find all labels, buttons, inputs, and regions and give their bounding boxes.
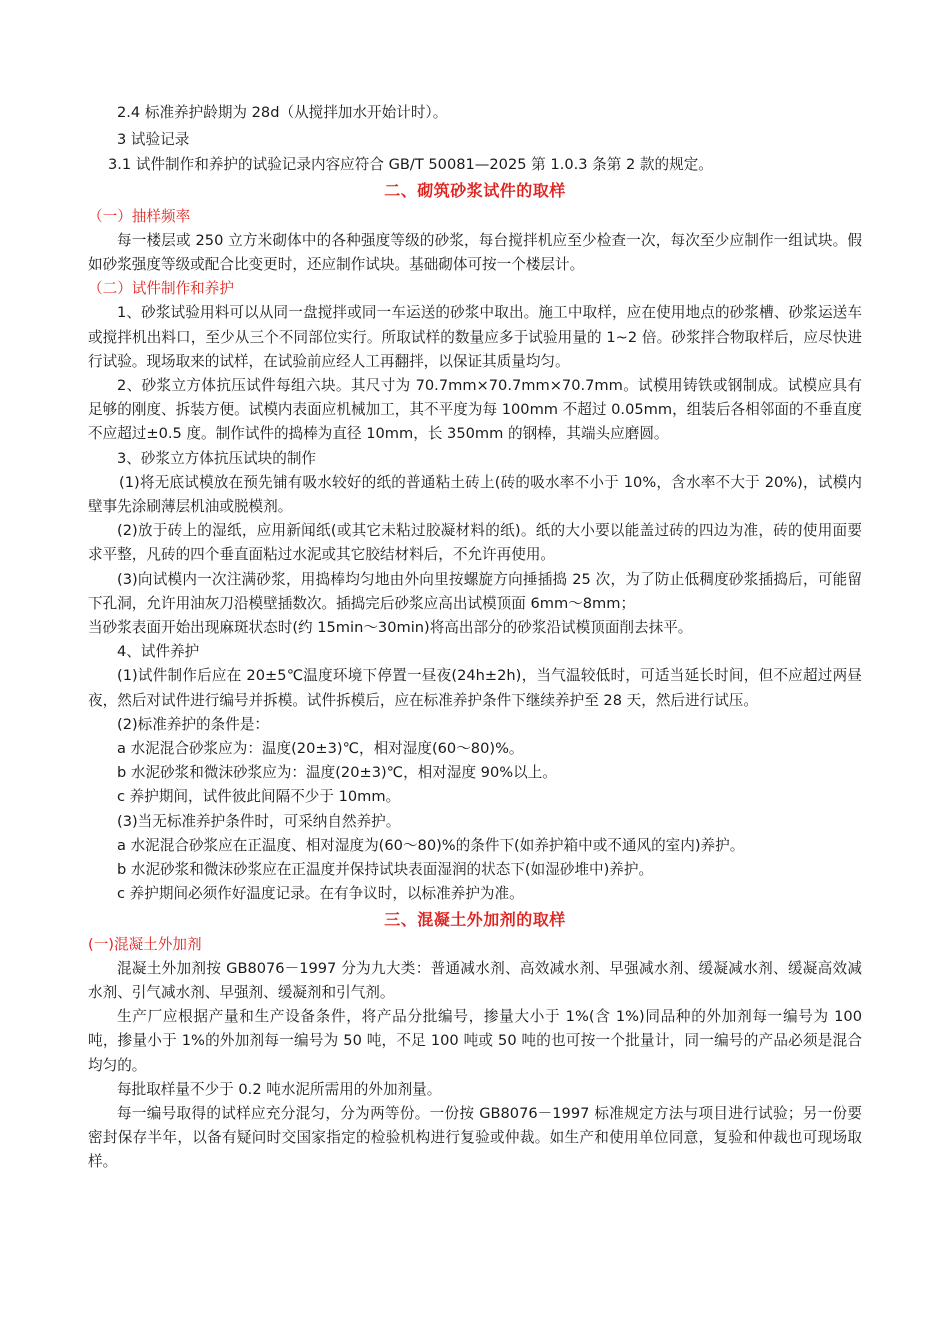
paragraph-3: 3 试验记录	[117, 131, 190, 149]
section-2-item-4-1: (1)试件制作后应在 20±5℃温度环境下停置一昼夜(24h±2h)，当气温较低时，可适当延长时间，但不应超过两昼夜，然后对试件进行编号并拆模。试件拆模后，应在标准养护条件下继续养护至 28 天，然后进行试压。	[88, 667, 862, 709]
section-2-item-3-1: (1)将无底试模放在预先铺有吸水较好的纸的普通粘土砖上(砖的吸水率不小于 10%，含水率不大于 20%)，试模内壁事先涂刷薄层机油或脱模剂。	[88, 473, 862, 516]
section-3-para-2: 生产厂应根据产量和生产设备条件，将产品分批编号，掺量大小于 1%(含 1%)同品种的外加剂每一编号为 100 吨，掺量小于 1%的外加剂每一编号为 50 吨，不足 100 吨或 50 吨的也可按一个批量计，同一编号的产品必须是混合均匀的。	[88, 1008, 862, 1074]
section-2-item-4-2c: c 养护期间，试件彼此间隔不少于 10mm。	[117, 788, 401, 806]
section-3-para-4: 每一编号取得的试样应充分混匀，分为两等份。一份按 GB8076－1997 标准规定方法与项目进行试验；另一份要密封保存半年，以备有疑问时交国家指定的检验机构进行复验或仲裁。如生产和使用单位同意，复验和仲裁也可现场取样。	[88, 1104, 862, 1171]
section-2-item-3-3: (3)向试模内一次注满砂浆，用捣棒均匀地由外向里按螺旋方向捶插捣 25 次，为了防止低稠度砂浆插捣后，可能留下孔洞，允许用油灰刀沿模壁插数次。插捣完后砂浆应高出试模顶面 6mm～8mm；	[88, 570, 862, 612]
paragraph-2-4: 2.4 标准养护龄期为 28d（从搅拌加水开始计时）。	[117, 104, 448, 121]
section-2-item-4-3a: a 水泥混合砂浆应在正温度、相对湿度为(60～80)%的条件下(如养护箱中或不通风的室内)养护。	[117, 836, 745, 854]
section-2-sub-1: （一）抽样频率	[88, 207, 191, 225]
section-2-item-3-2: (2)放于砖上的湿纸，应用新闻纸(或其它未粘过胶凝材料的纸)。纸的大小要以能盖过砖的四边为准，砖的使用面要求平整，凡砖的四个垂直面粘过水泥或其它胶结材料后，不允许再使用。	[88, 522, 862, 564]
section-2-item-3-3b: 当砂浆表面开始出现麻斑状态时(约 15min～30min)将高出部分的砂浆沿试模顶面削去抹平。	[88, 619, 693, 637]
paragraph-3-1: 3.1 试件制作和养护的试验记录内容应符合 GB/T 50081—2025 第 1.0.3 条第 2 款的规定。	[108, 156, 713, 174]
section-2-item-4-2b: b 水泥砂浆和微沫砂浆应为：温度(20±3)℃，相对湿度 90%以上。	[117, 764, 557, 782]
section-2-sub-1-text: 每一楼层或 250 立方米砌体中的各种强度等级的砂浆，每台搅拌机应至少检查一次，每次至少应制作一组试块。假如砂浆强度等级或配合比变更时，还应制作试块。基础砌体可按一个楼层计。	[88, 231, 862, 274]
section-2-item-4-2: (2)标准养护的条件是：	[117, 715, 270, 733]
section-2-heading: 二、砌筑砂浆试件的取样	[384, 180, 566, 200]
section-2-sub-2: （二）试件制作和养护	[88, 280, 234, 298]
section-2-item-4-3b: b 水泥砂浆和微沫砂浆应在正温度并保持试块表面湿润的状态下(如湿砂堆中)养护。	[117, 861, 654, 879]
section-2-item-3: 3、砂浆立方体抗压试块的制作	[117, 449, 317, 467]
section-2-item-4-2a: a 水泥混合砂浆应为：温度(20±3)℃，相对湿度(60～80)%。	[117, 740, 524, 758]
section-2-item-1: 1、砂浆试验用料可以从同一盘搅拌或同一车运送的砂浆中取出。施工中取样，应在使用地点的砂浆槽、砂浆运送车或搅拌机出料口，至少从三个不同部位实行。所取试样的数量应多于试验用量的 1~2 倍。砂浆拌合物取样后，应尽快进行试验。现场取来的试样，在试验前应经人工再翻拌，以保证其质量均匀。	[88, 304, 862, 370]
section-2-item-2: 2、砂浆立方体抗压试件每组六块。其尺寸为 70.7mm×70.7mm×70.7mm。试模用铸铁或钢制成。试模应具有足够的刚度、拆装方便。试模内表面应机械加工，其不平度为每 100mm 不超过 0.05mm，组装后各相邻面的不垂直度不应超过±0.5 度。制作试件的捣棒为直径 10mm，长 350mm 的钢棒，其端头应磨圆。	[88, 377, 862, 443]
section-2-item-4-3c: c 养护期间必须作好温度记录。在有争议时，以标准养护为准。	[117, 885, 524, 903]
section-3-para-3: 每批取样量不少于 0.2 吨水泥所需用的外加剂量。	[117, 1080, 442, 1098]
section-3-sub-1: (一)混凝土外加剂	[88, 935, 202, 953]
section-2-item-4-3: (3)当无标准养护条件时，可采纳自然养护。	[117, 812, 401, 830]
section-3-heading: 三、混凝土外加剂的取样	[384, 909, 566, 929]
section-2-item-4: 4、试件养护	[117, 643, 200, 661]
section-3-para-1: 混凝土外加剂按 GB8076－1997 分为九大类：普通减水剂、高效减水剂、早强减水剂、缓凝减水剂、缓凝高效减水剂、引气减水剂、早强剂、缓凝剂和引气剂。	[88, 959, 862, 1001]
document-body	[88, 101, 862, 1175]
